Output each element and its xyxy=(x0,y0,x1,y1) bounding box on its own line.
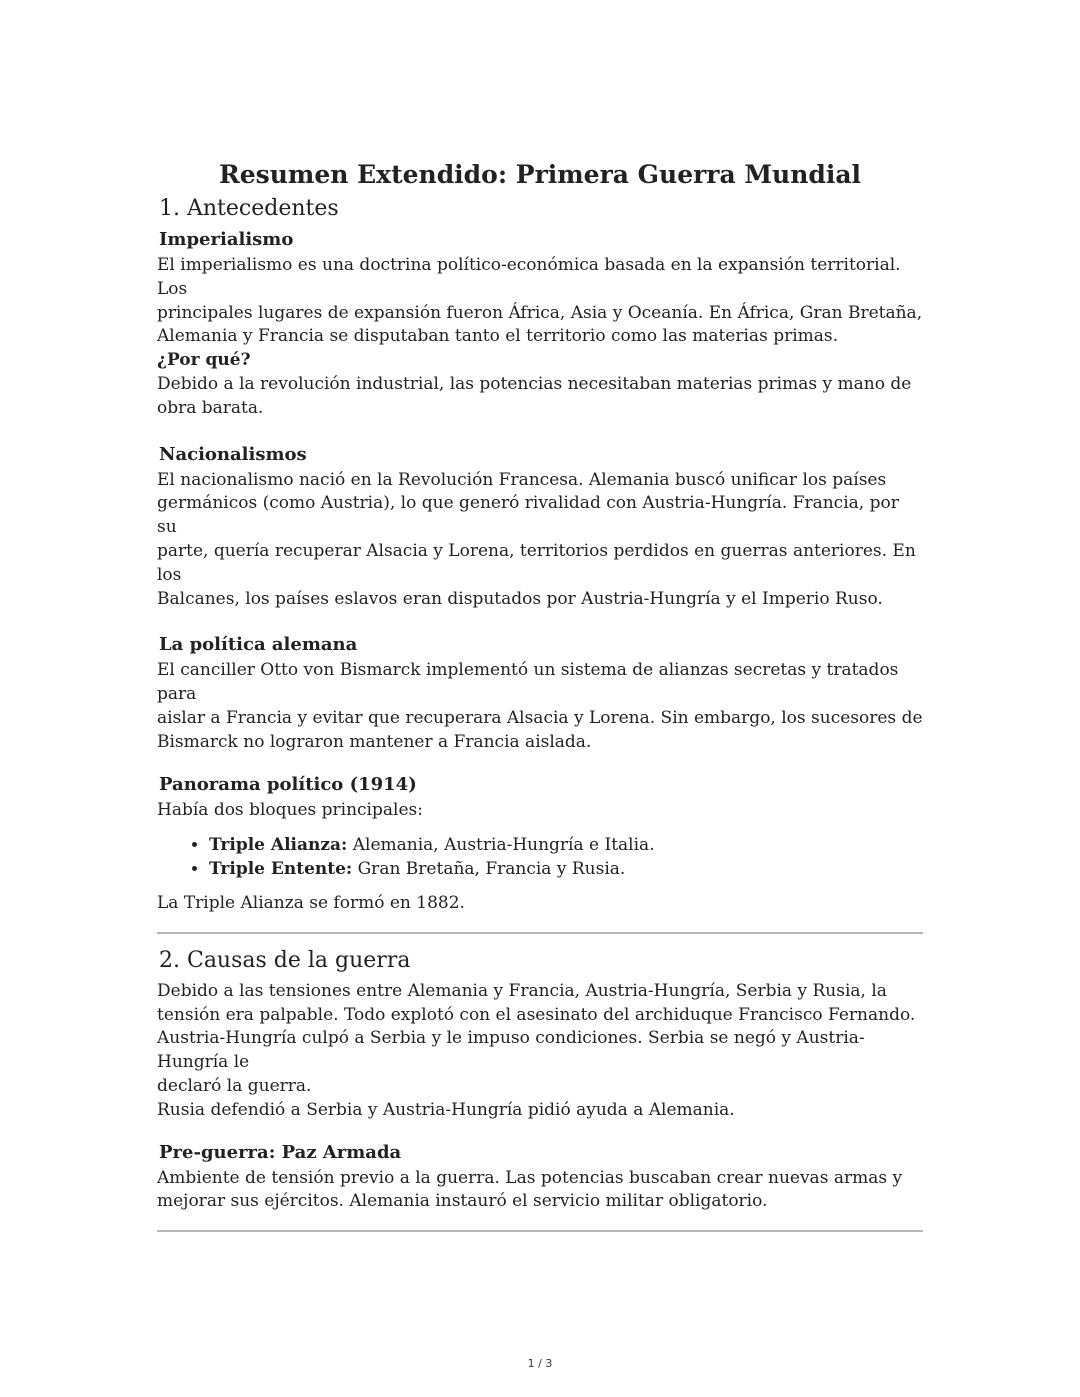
section-heading-causas: 2. Causas de la guerra xyxy=(159,947,411,973)
text-line: mejorar sus ejércitos. Alemania instauró el servicio militar obligatorio. xyxy=(157,1191,768,1212)
text-line: Balcanes, los países eslavos eran disputados por Austria-Hungría y el Imperio Ruso. xyxy=(157,588,883,609)
document-title: Resumen Extendido: Primera Guerra Mundial xyxy=(218,160,862,189)
text-line: Ambiente de tensión previo a la guerra. Las potencias buscaban crear nuevas armas y xyxy=(157,1167,903,1188)
paragraph-politica-alemana xyxy=(157,659,923,754)
list-item-label: Triple Alianza: xyxy=(209,835,348,856)
list-item xyxy=(209,858,923,882)
subheading-paz-armada: Pre-guerra: Paz Armada xyxy=(159,1141,402,1163)
text-line: germánicos (como Austria), lo que generó rivalidad con Austria-Hungría. Francia, por su xyxy=(157,493,899,538)
text-line: obra barata. xyxy=(157,397,264,418)
section-divider xyxy=(157,1230,923,1232)
list-item-text: Alemania, Austria-Hungría e Italia. xyxy=(347,835,655,856)
paragraph-imperialismo xyxy=(157,254,923,421)
panorama-note: La Triple Alianza se formó en 1882. xyxy=(157,892,465,913)
spacer xyxy=(157,611,923,633)
page-indicator: 1 / 3 xyxy=(527,1357,553,1370)
paragraph-paz-armada xyxy=(157,1167,923,1215)
blocs-list xyxy=(157,834,923,882)
text-line: Bismarck no lograron mantener a Francia aislada. xyxy=(157,731,592,752)
text-line: El imperialismo es una doctrina político-económica basada en la expansión territorial. Los xyxy=(157,255,901,299)
text-line: Debido a la revolución industrial, las potencias necesitaban materias primas y mano de xyxy=(157,373,912,394)
text-line: declaró la guerra. xyxy=(157,1075,312,1096)
text-line: Rusia defendió a Serbia y Austria-Hungría pidió ayuda a Alemania. xyxy=(157,1099,735,1120)
paragraph-causas xyxy=(157,980,923,1123)
subheading-panorama-politico: Panorama político (1914) xyxy=(159,773,417,795)
spacer xyxy=(157,1123,923,1141)
list-item-text: Gran Bretaña, Francia y Rusia. xyxy=(352,859,626,880)
text-line: tensión era palpable. Todo explotó con el asesinato del archiduque Francisco Fernando. xyxy=(157,1004,916,1025)
subheading-politica-alemana: La política alemana xyxy=(159,634,358,656)
por-que-label: ¿Por qué? xyxy=(157,350,251,371)
text-line: principales lugares de expansión fueron África, Asia y Oceanía. En África, Gran Bretaña, xyxy=(157,302,923,323)
section-heading-antecedentes: 1. Antecedentes xyxy=(159,196,339,221)
text-line: parte, quería recuperar Alsacia y Lorena, territorios perdidos en guerras anteriores. En los xyxy=(157,540,916,585)
text-line: Alemania y Francia se disputaban tanto el territorio como las materias primas. xyxy=(157,326,839,347)
list-item xyxy=(209,834,923,858)
text-line: Debido a las tensiones entre Alemania y Francia, Austria-Hungría, Serbia y Rusia, la xyxy=(157,980,887,1001)
text-line: aislar a Francia y evitar que recuperara Alsacia y Lorena. Sin embargo, los sucesores de xyxy=(157,707,923,728)
text-line: El nacionalismo nació en la Revolución Francesa. Alemania buscó unificar los países xyxy=(157,469,887,490)
spacer xyxy=(157,755,923,773)
paragraph-nacionalismos xyxy=(157,469,923,612)
panorama-intro: Había dos bloques principales: xyxy=(157,799,423,820)
subheading-nacionalismos: Nacionalismos xyxy=(159,443,307,465)
spacer xyxy=(157,421,923,443)
text-line: Austria-Hungría culpó a Serbia y le impuso condiciones. Serbia se negó y Austria-Hungría le xyxy=(157,1028,865,1073)
document-page xyxy=(157,158,923,1244)
text-line: El canciller Otto von Bismarck implementó un sistema de alianzas secretas y tratados para xyxy=(157,660,899,705)
section-divider xyxy=(157,932,923,934)
subheading-imperialismo: Imperialismo xyxy=(159,229,294,250)
list-item-label: Triple Entente: xyxy=(209,859,353,880)
